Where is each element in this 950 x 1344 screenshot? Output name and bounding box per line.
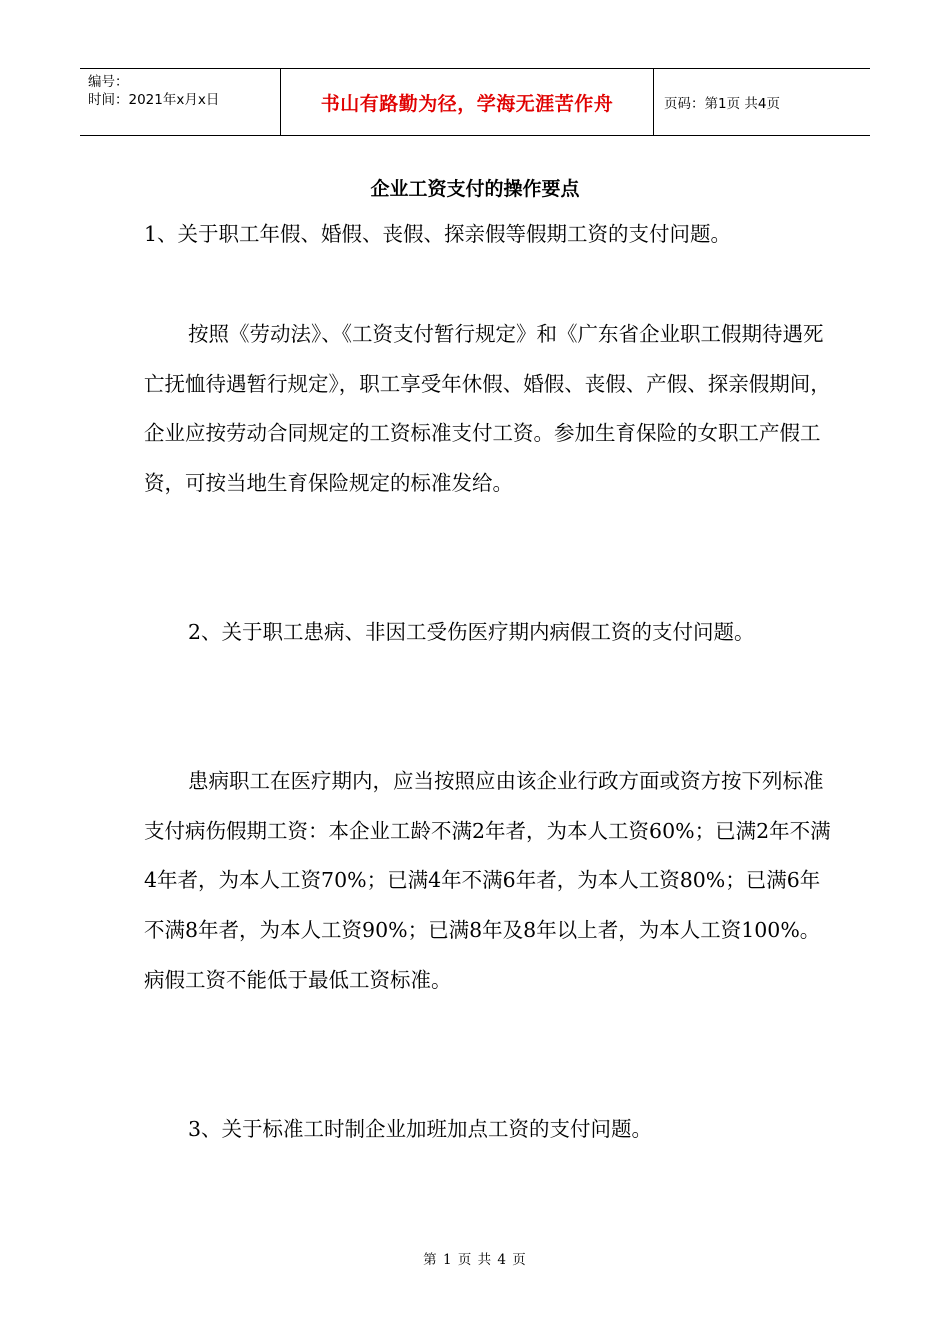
page-footer: 第 1 页 共 4 页 [423,1252,527,1268]
header-motto: 书山有路勤为径，学海无涯苦作舟 [320,92,614,115]
body-paragraph-1: 按照《劳动法》、《工资支付暂行规定》和《广东省企业职工假期待遇死亡抚恤待遇暂行规定》，职工享受年休假、婚假、丧假、产假、探亲假期间，企业应按劳动合同规定的工资标准支付工资。参加生育保险的女职工产假工资，可按当地生育保险规定的标准发给。 [144,322,831,496]
header-page-info: 页码：第1页 共4页 [664,96,780,112]
header-page-cell [654,69,870,135]
header-motto-cell [281,69,654,135]
section-heading-3: 3、关于标准工时制企业加班加点工资的支付问题。 [188,1117,653,1141]
document-number-label: 编号： [88,74,129,90]
document-title: 企业工资支付的操作要点 [370,178,580,200]
section-heading-2: 2、关于职工患病、非因工受伤医疗期内病假工资的支付问题。 [188,620,755,644]
section-heading-1: 1、关于职工年假、婚假、丧假、探亲假等假期工资的支付问题。 [144,222,732,246]
document-date-label: 时间：2021年x月x日 [88,92,220,108]
header-meta-cell [80,69,281,135]
body-paragraph-2: 患病职工在医疗期内，应当按照应由该企业行政方面或资方按下列标准支付病伤假期工资：本企业工龄不满2年者，为本人工资60%；已满2年不满4年者，为本人工资70%；已满4年不满6年者，为本人工资80%；已满6年不满8年者，为本人工资90%；已满8年及8年以上者，为本人工资100%。病假工资不能低于最低工资标准。 [144,769,831,992]
document-header [80,68,870,136]
